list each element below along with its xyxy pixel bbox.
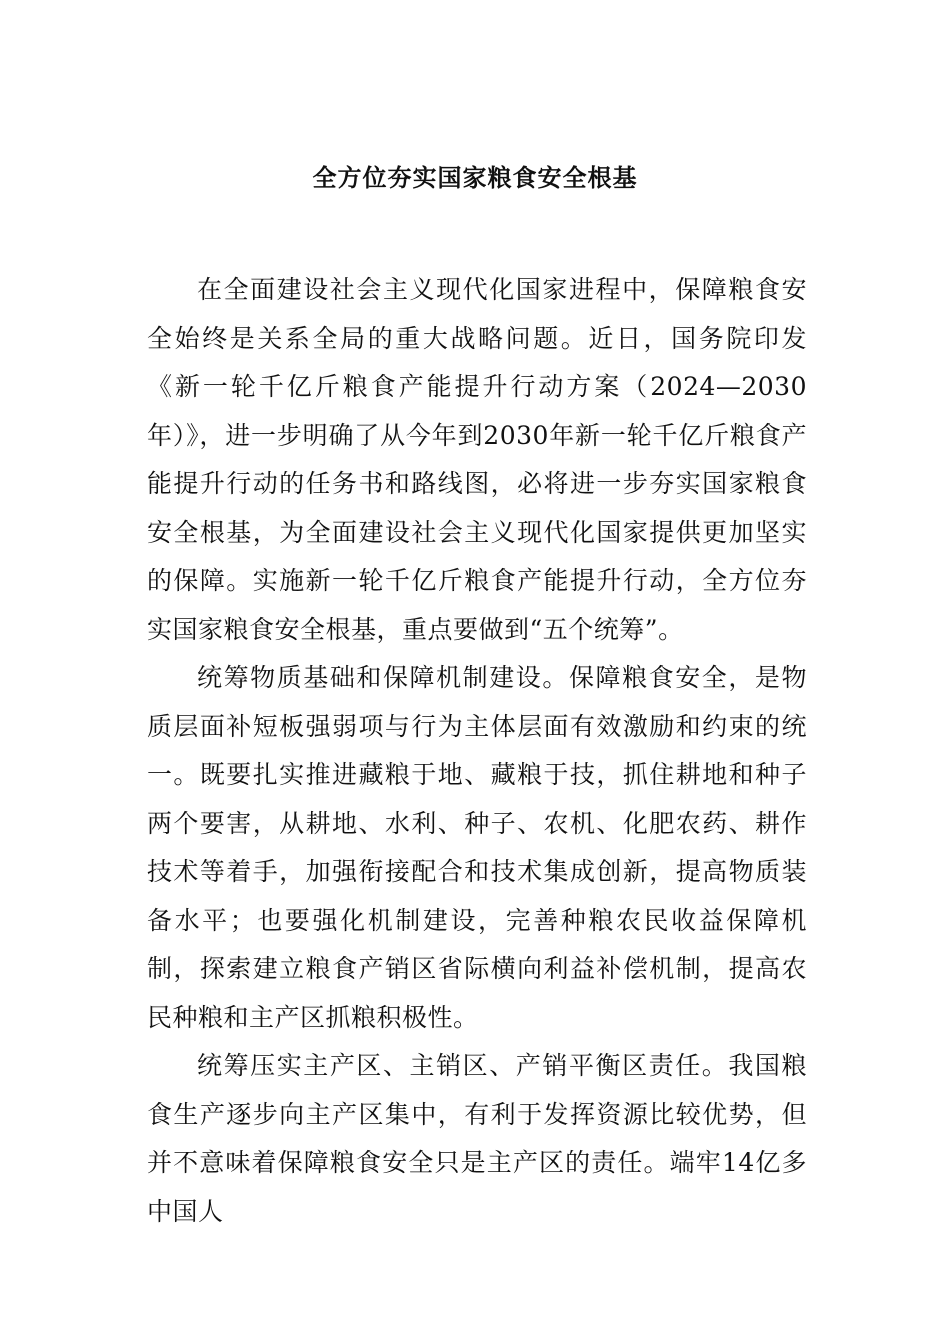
document-title: 全方位夯实国家粮食安全根基 xyxy=(312,163,638,192)
paragraph-region-responsibility: 统筹压实主产区、主销区、产销平衡区责任。我国粮食生产逐步向主产区集中，有利于发挥资源比较优势，但并不意味着保障粮食安全只是主产区的责任。端牢14亿多中国人 xyxy=(147,1051,807,1226)
document-body xyxy=(147,266,807,1236)
paragraph-material-basis: 统筹物质基础和保障机制建设。保障粮食安全，是物质层面补短板强弱项与行为主体层面有效激励和约束的统一。既要扎实推进藏粮于地、藏粮于技，抓住耕地和种子两个要害，从耕地、水利、种子、农机、化肥农药、耕作技术等着手，加强衔接配合和技术集成创新，提高物质装备水平；也要强化机制建设，完善种粮农民收益保障机制，探索建立粮食产销区省际横向利益补偿机制，提高农民种粮和主产区抓粮积极性。 xyxy=(147,663,807,1032)
paragraph-intro: 在全面建设社会主义现代化国家进程中，保障粮食安全始终是关系全局的重大战略问题。近日，国务院印发《新一轮千亿斤粮食产能提升行动方案（2024—2030年）》，进一步明确了从今年到2030年新一轮千亿斤粮食产能提升行动的任务书和路线图，必将进一步夯实国家粮食安全根基，为全面建设社会主义现代化国家提供更加坚实的保障。实施新一轮千亿斤粮食产能提升行动，全方位夯实国家粮食安全根基，重点要做到“五个统筹”。 xyxy=(147,275,807,644)
